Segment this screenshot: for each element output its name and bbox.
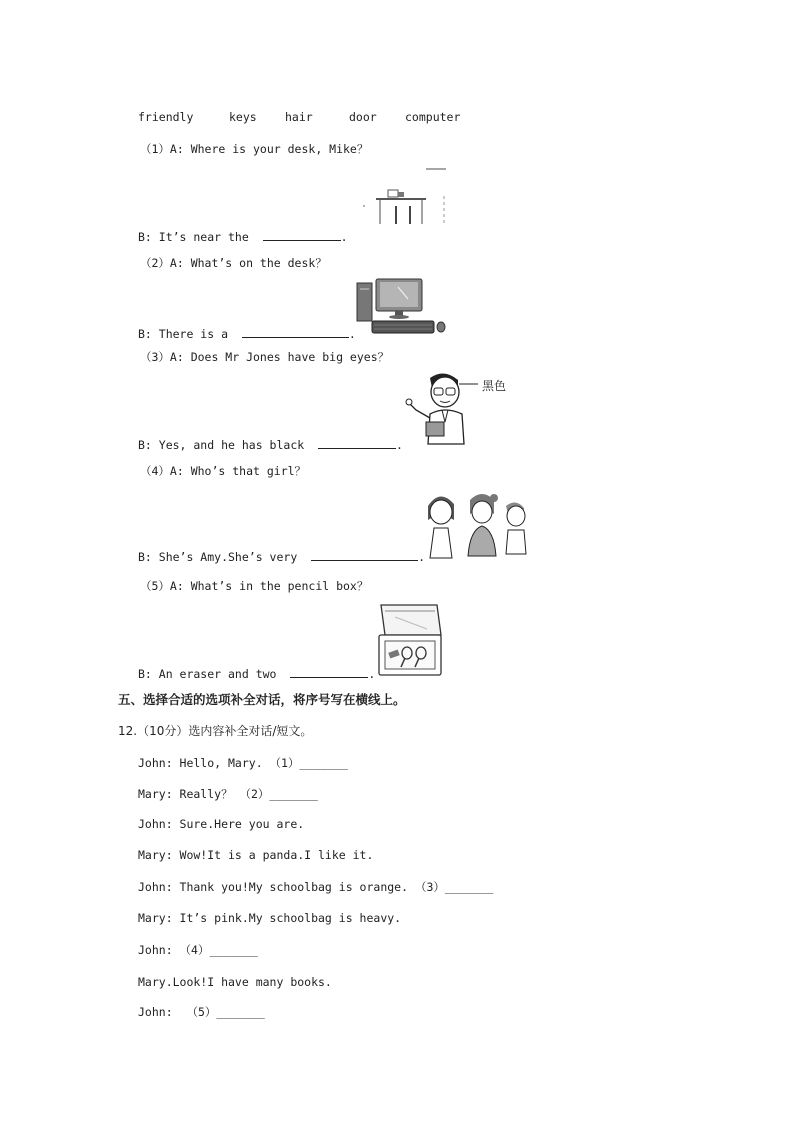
answer-4-end: . xyxy=(418,550,426,564)
desk-door-illustration xyxy=(360,166,450,228)
friends-illustration xyxy=(420,490,532,562)
answer-blank-3[interactable] xyxy=(318,437,396,449)
answer-2 xyxy=(138,326,356,341)
question-1: （1）A: Where is your desk, Mike？ xyxy=(140,142,369,156)
teacher-illustration xyxy=(400,370,480,446)
computer-illustration xyxy=(352,277,448,337)
answer-1-end: . xyxy=(340,230,348,244)
answer-3 xyxy=(138,437,403,452)
answer-3-text: B: Yes, and he has black xyxy=(138,438,305,452)
question-3: （3）A: Does Mr Jones have big eyes？ xyxy=(140,350,390,364)
answer-blank-4[interactable] xyxy=(311,549,418,561)
answer-5-text: B: An eraser and two xyxy=(138,667,277,681)
question-2: （2）A: What’s on the desk？ xyxy=(140,256,327,270)
word-bank-item: keys xyxy=(229,110,257,124)
word-bank-item: hair xyxy=(285,110,313,124)
answer-blank-2[interactable] xyxy=(242,326,349,338)
section-title: 五、选择合适的选项补全对话，将序号写在横线上。 xyxy=(118,692,406,707)
answer-5-end: . xyxy=(368,667,376,681)
answer-4-text: B: She’s Amy.She’s very xyxy=(138,550,298,564)
dialogue-line: Mary: Really？ （2）_______ xyxy=(138,787,318,801)
dialogue-line: John: （4）_______ xyxy=(138,943,258,957)
dialogue-line: John: Sure.Here you are. xyxy=(138,817,305,831)
answer-2-end: . xyxy=(348,327,356,341)
answer-5 xyxy=(138,666,375,681)
question-title: 12.（10分）选内容补全对话/短文。 xyxy=(118,724,313,738)
word-bank-item: friendly xyxy=(138,110,194,124)
dialogue-line: Mary: Wow!It is a panda.I like it. xyxy=(138,848,374,862)
question-4: （4）A: Who’s that girl？ xyxy=(140,464,307,478)
answer-1-text: B: It’s near the xyxy=(138,230,249,244)
dialogue-line: Mary.Look!I have many books. xyxy=(138,975,332,989)
word-bank-item: computer xyxy=(405,110,461,124)
dialogue-line: John: Hello, Mary. （1）_______ xyxy=(138,756,348,770)
answer-blank-1[interactable] xyxy=(263,229,341,241)
hair-color-label: 黑色 xyxy=(482,379,507,393)
answer-4 xyxy=(138,549,425,564)
dialogue-line: John: （5）_______ xyxy=(138,1005,265,1019)
answer-2-text: B: There is a xyxy=(138,327,229,341)
answer-3-end: . xyxy=(396,438,403,452)
answer-1 xyxy=(138,229,348,244)
dialogue-line: John: Thank you!My schoolbag is orange. （3）_______ xyxy=(138,880,494,894)
pencil-box-illustration xyxy=(375,601,445,679)
word-bank-item: door xyxy=(349,110,377,124)
answer-blank-5[interactable] xyxy=(290,666,368,678)
dialogue-line: Mary: It’s pink.My schoolbag is heavy. xyxy=(138,911,402,925)
question-5: （5）A: What’s in the pencil box？ xyxy=(140,579,369,593)
